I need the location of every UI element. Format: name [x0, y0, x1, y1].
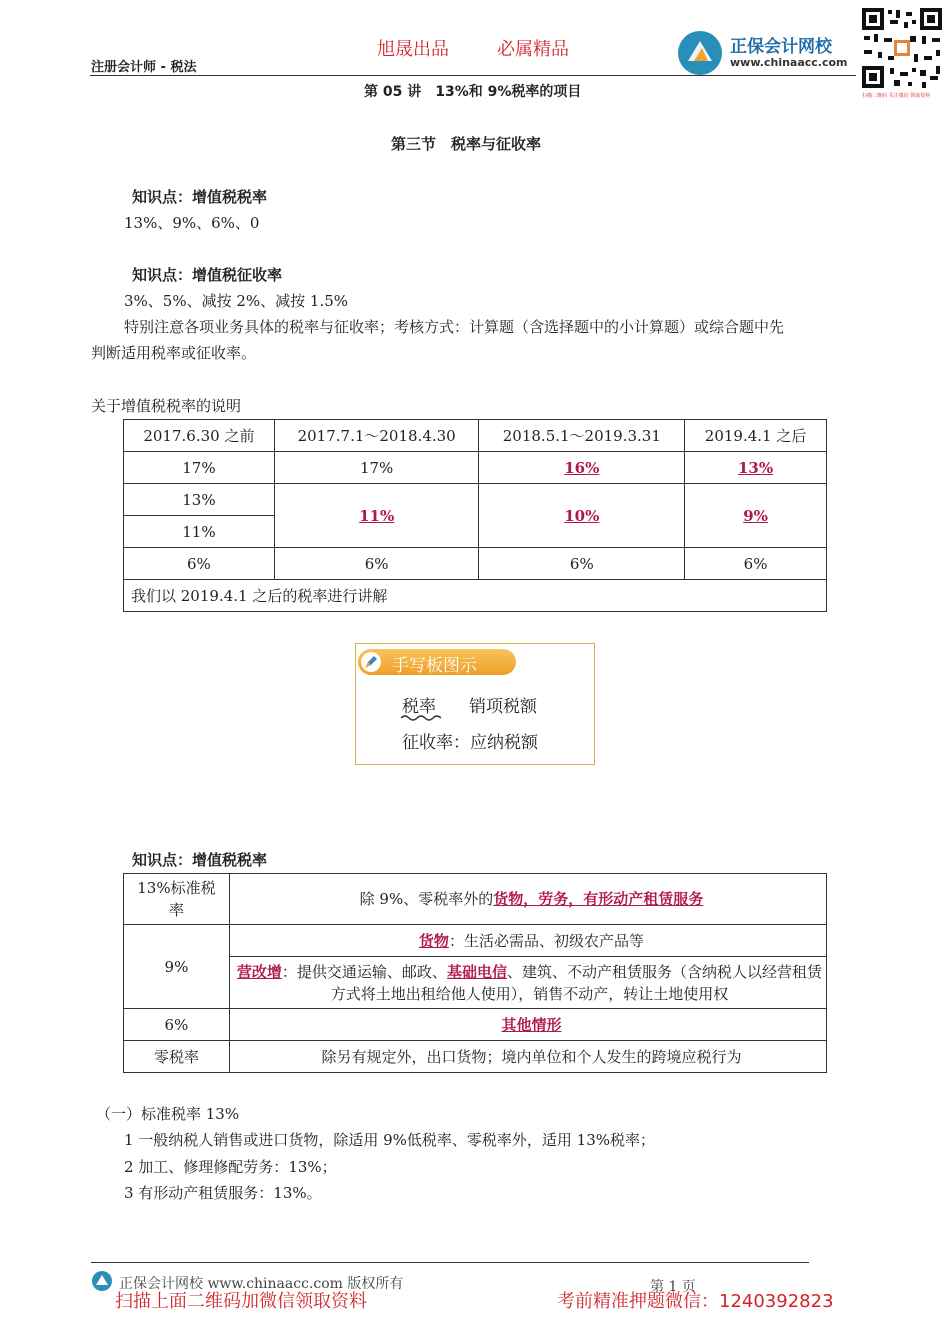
section-title: 第三节 税率与征收率	[391, 135, 542, 153]
scope-text: 除 9%、零税率外的	[359, 890, 494, 908]
scope-label: 零税率	[124, 1041, 230, 1073]
rate-header-row	[124, 420, 827, 452]
rate-cell: 6%	[479, 548, 685, 580]
scope-content	[229, 925, 826, 957]
kp2-body: 3%、5%、减按 2%、减按 1.5%	[124, 292, 349, 310]
rate-header-cell: 2019.4.1 之后	[685, 420, 827, 452]
rate-highlight: 11%	[359, 506, 395, 525]
scope-content	[229, 874, 826, 925]
handwriting-badge-label: 手写板图示	[392, 656, 477, 676]
standard-item: 3 有形动产租赁服务：13%。	[124, 1184, 322, 1202]
rate-table	[123, 419, 827, 612]
rate-highlight: 10%	[564, 506, 600, 525]
scope-row	[124, 874, 827, 925]
rate-highlight: 9%	[743, 506, 768, 525]
scope-label: 6%	[124, 1009, 230, 1041]
pen-icon	[361, 652, 381, 672]
rate-header-cell: 2018.5.1～2019.3.31	[479, 420, 685, 452]
scope-emph: 营改增	[236, 962, 282, 981]
standard-item: 1 一般纳税人销售或进口货物，除适用 9%低税率、零税率外，适用 13%税率；	[124, 1131, 655, 1149]
rate-cell-highlight	[685, 452, 827, 484]
scope-emph: 基础电信	[446, 962, 507, 981]
handwriting-line1-b: 销项税额	[469, 697, 537, 717]
footer-logo-icon	[91, 1270, 113, 1292]
scope-content: 除另有规定外，出口货物；境内单位和个人发生的跨境应税行为	[229, 1041, 826, 1073]
scope-table	[123, 873, 827, 1073]
handwriting-badge	[358, 649, 516, 675]
rate-cell-merged	[685, 484, 827, 548]
scope-text: 、建筑、不动产租赁服务（含纳税人以经营租赁方式将土地出租给他人使用），销售不动产，转让土地使用权	[330, 962, 822, 1003]
rate-cell: 17%	[124, 452, 275, 484]
rate-cell-merged	[479, 484, 685, 548]
rate-cell: 6%	[274, 548, 479, 580]
handwriting-board	[355, 643, 595, 765]
standard-title: （一）标准税率 13%	[96, 1105, 240, 1123]
page-number: 第 1 页	[650, 1279, 696, 1295]
rate-table-caption: 关于增值税税率的说明	[91, 397, 242, 415]
wavy-underline-icon	[400, 714, 442, 722]
rate-cell: 6%	[685, 548, 827, 580]
lecture-title: 第 05 讲 13%和 9%税率的项目	[364, 84, 582, 100]
rate-highlight: 13%	[738, 458, 774, 477]
scope-content	[229, 1009, 826, 1041]
rate-footer-row	[124, 580, 827, 612]
handwriting-line2: 征收率：应纳税额	[402, 733, 538, 753]
promo-right: 考前精准押题微信：1240392823	[557, 1291, 834, 1312]
footer-copyright: 正保会计网校 www.chinaacc.com 版权所有	[119, 1276, 404, 1292]
logo-url: www.chinaacc.com	[730, 56, 848, 69]
qr-note: 扫描二维码 关注微信 领取资料	[862, 93, 931, 99]
kp2-note-line1: 特别注意各项业务具体的税率与征收率；考核方式：计算题（含选择题中的小计算题）或综合题中先	[124, 318, 785, 336]
scope-text: ：提供交通运输、邮政、	[281, 962, 447, 981]
header-rule	[90, 75, 856, 76]
rate-cell-merged	[274, 484, 479, 548]
rate-cell-highlight	[479, 452, 685, 484]
logo-mark-icon	[678, 31, 722, 75]
rate-row	[124, 452, 827, 484]
rate-row	[124, 484, 827, 516]
scope-label: 9%	[124, 925, 230, 1009]
scope-content	[229, 957, 826, 1009]
rate-cell: 13%	[124, 484, 275, 516]
slogan-left: 旭晟出品	[377, 39, 449, 60]
footer-rule	[91, 1262, 809, 1263]
promo-left: 扫描上面二维码加微信领取资料	[115, 1291, 367, 1312]
logo-name: 正保会计网校	[730, 37, 832, 57]
scope-label: 13%标准税率	[124, 874, 230, 925]
qr-code	[860, 6, 944, 90]
scope-row	[124, 957, 827, 1009]
rate-cell: 17%	[274, 452, 479, 484]
kp1-title: 知识点：增值税税率	[132, 188, 268, 206]
scope-emph: 其他情形	[501, 1015, 562, 1034]
rate-footer-cell: 我们以 2019.4.1 之后的税率进行讲解	[124, 580, 827, 612]
handwriting-line1-a: 税率	[402, 697, 436, 717]
course-name: 注册会计师 - 税法	[91, 60, 197, 75]
rate-highlight: 16%	[564, 458, 600, 477]
kp1-body: 13%、9%、6%、0	[124, 214, 260, 232]
scope-row	[124, 1009, 827, 1041]
scope-text: ：生活必需品、初级农产品等	[448, 931, 644, 950]
rate-cell: 6%	[124, 548, 275, 580]
rate-cell: 11%	[124, 516, 275, 548]
slogan-right: 必属精品	[497, 39, 569, 60]
rate-header-cell: 2017.7.1～2018.4.30	[274, 420, 479, 452]
rate-header-cell: 2017.6.30 之前	[124, 420, 275, 452]
kp2-title: 知识点：增值税征收率	[132, 266, 283, 284]
standard-item: 2 加工、修理修配劳务：13%；	[124, 1158, 337, 1176]
brand-logo	[678, 30, 858, 76]
scope-row	[124, 1041, 827, 1073]
kp3-title: 知识点：增值税税率	[132, 851, 268, 869]
kp2-note-line2: 判断适用税率或征收率。	[91, 344, 257, 362]
rate-row	[124, 548, 827, 580]
scope-emph: 货物，劳务，有形动产租赁服务	[493, 890, 704, 908]
scope-row	[124, 925, 827, 957]
scope-emph: 货物	[418, 931, 449, 950]
